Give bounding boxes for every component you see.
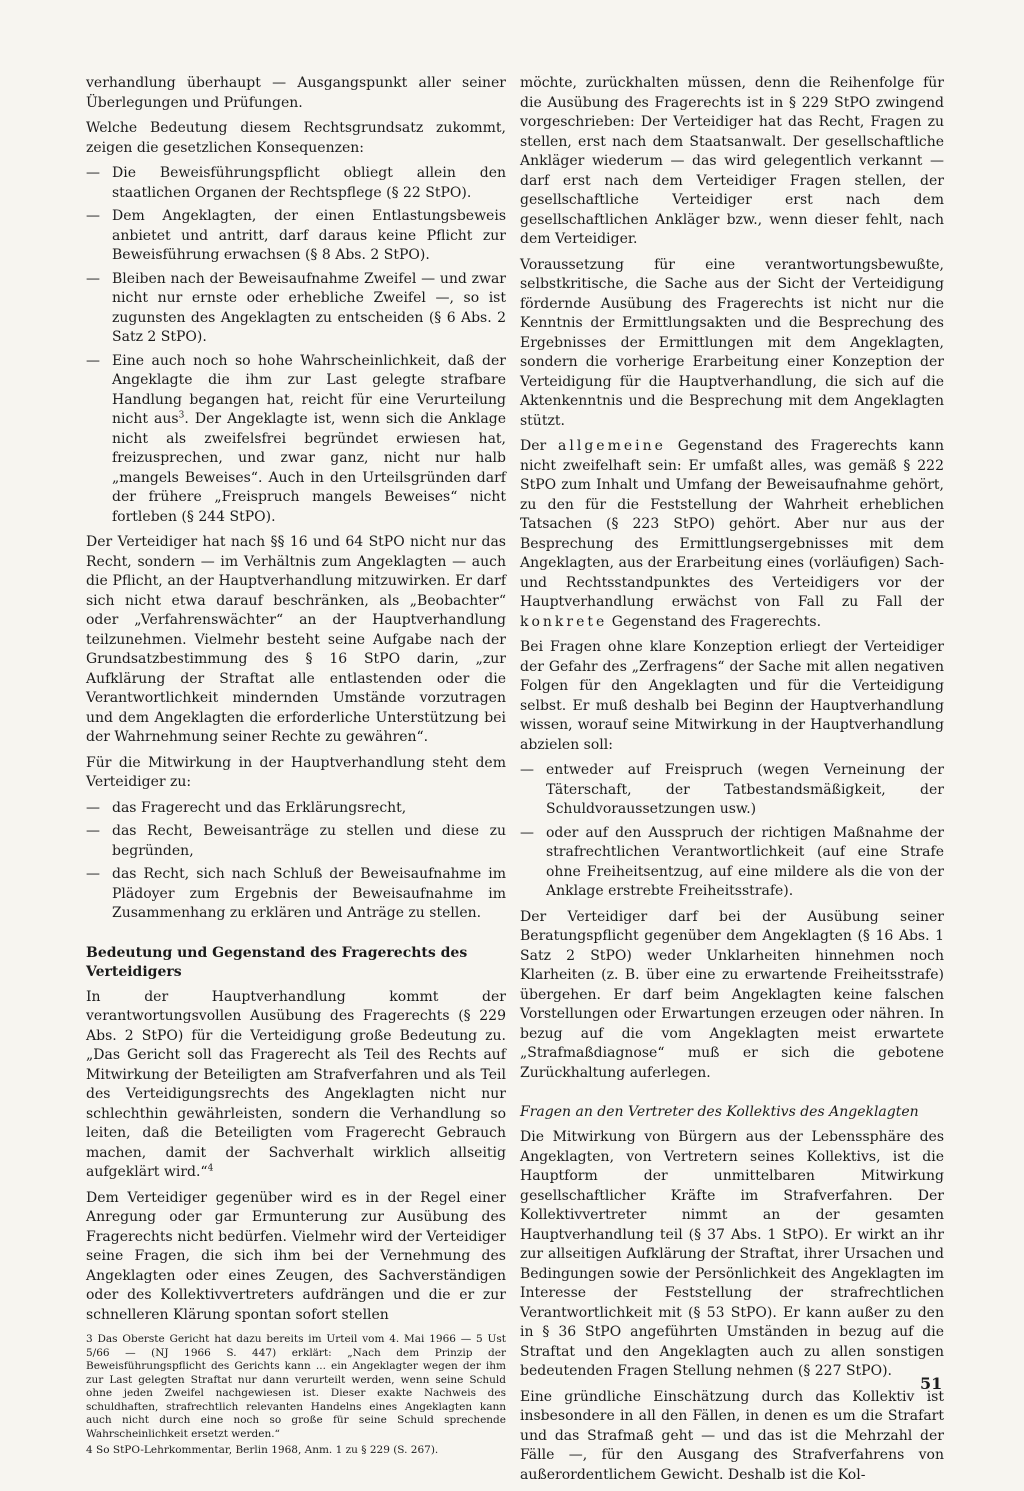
paragraph: möchte, zurückhalten müssen, denn die Reihenfolge für die Ausübung des Fragerechts ist in § 229 StPO zwingend vorgeschrieben: Der Verteidiger hat das Recht, Fragen zu stellen, erst nach dem Staatsanwalt. Der gesellschaftliche Ankläger wiederum — das wird gelegentlich verkannt — darf erst nach dem Verteidiger Fragen stellen, der gesellschaftliche Verteidiger erst nach dem gesellschaftlichen Ankläger bzw., wenn dieser fehlt, nach dem Verteidiger. bbox=[520, 75, 944, 247]
paragraph-text: Gegenstand des Fragerechts. bbox=[607, 613, 822, 630]
dash-marker: — bbox=[86, 866, 100, 882]
dash-marker: — bbox=[86, 208, 100, 224]
subsection-heading: Fragen an den Vertreter des Kollektivs des Angeklagten bbox=[520, 1104, 919, 1120]
paragraph-text: In der Hauptverhandlung kommt der verantwortungsvollen Ausübung des Fragerechts (§ 229 Abs. 2 StPO) für die Verteidigung große Bedeutung zu. „Das Gericht soll das Fragerecht als Teil des Rechts auf Mitwirkung der Beteiligten am Strafverfahren und als Teil des Verteidigungsrechts des Angeklagten nicht nur schlechthin gewährleisten, sondern die Verhandlung so leiten, daß die Beteiligten vom Fragerecht Gebrauch machen, damit der Sachverhalt wirklich allseitig aufgeklärt wird.“ bbox=[86, 988, 506, 1180]
list-item bbox=[86, 164, 506, 203]
emphasized-word: konkrete bbox=[520, 613, 608, 630]
section-heading: Bedeutung und Gegenstand des Fragerechts des Verteidigers bbox=[86, 944, 468, 980]
dash-marker: — bbox=[86, 352, 100, 369]
list-item bbox=[86, 799, 506, 819]
footnote-ref[interactable]: 4 bbox=[207, 1163, 214, 1174]
list-item bbox=[520, 761, 944, 820]
paragraph: Dem Verteidiger gegenüber wird es in der Regel einer Anregung oder gar Ermunterung zur Ausübung des Fragerechts nicht bedürfen. Vielmehr wird der Verteidiger seine Fragen, die sich ihm bei der Vernehmung des Angeklagten oder eines Zeugen, des Sachverständigen oder des Kollektivvertreters aufdrängen und die er zur schnelleren Klärung spontan sofort stellen bbox=[86, 1189, 506, 1323]
list-item-text: Dem Angeklagten, der einen Entlastungsbeweis anbietet und antritt, darf daraus keine Pflicht zur Beweisführung erwachsen (§ 8 Abs. 2 StPO). bbox=[112, 208, 506, 263]
footnote-3: 3 Das Oberste Gericht hat dazu bereits im Urteil vom 4. Mai 1966 — 5 Ust 5/66 — (NJ 1966 S. 447) erklärt: „Nach dem Prinzip der Beweisführungspflicht des Gerichts kann ... ein Angeklagter wegen der ihm zur Last gelegten Straftat nur dann verurteilt werden, wenn seine Schuld ohne jeden Zweifel nachgewiesen ist. Dieser exakte Nachweis des schuldhaften, strafrechtlich relevanten Handelns eines Angeklagten kann auch nicht durch eine noch so große für seine Schuld sprechende Wahrscheinlichkeit ersetzt werden.“ bbox=[86, 1333, 506, 1440]
dash-marker: — bbox=[86, 823, 100, 839]
paragraph: Die Mitwirkung von Bürgern aus der Lebenssphäre des Angeklagten, von Vertretern seines Kollektivs, ist die Hauptform der unmittelbaren Mitwirkung gesellschaftlicher Kräfte im Strafverfahren. Der Kollektivvertreter nimmt an der gesamten Hauptverhandlung teil (§ 37 Abs. 1 StPO). Er wirkt an ihr zur allseitigen Aufklärung der Straftat, ihrer Ursachen und Bedingungen sowie der Persönlichkeit des Angeklagten im Interesse der Feststellung der strafrechtlichen Verantwortlichkeit mit (§ 53 StPO). Er kann außer zu den in § 36 StPO angeführten Umständen in bezug auf die Straftat und den Angeklagten auch zu allen sonstigen bedeutenden Fragen Stellung nehmen (§ 227 StPO). bbox=[520, 1129, 944, 1379]
paragraph: Eine gründliche Einschätzung durch das Kollektiv ist insbesondere in all den Fällen, in denen es um die Strafart und das Strafmaß geht — und das ist die Mehrzahl der Fälle —, für den Ausgang des Strafverfahrens von außerordentlichem Gewicht. Deshalb ist die Kol- bbox=[520, 1388, 944, 1483]
page-number: 51 bbox=[920, 1374, 943, 1393]
dash-marker: — bbox=[520, 762, 534, 778]
list-item-text: Eine auch noch so hohe Wahrscheinlichkeit, daß der Angeklagte die ihm zur Last gelegte strafbare Handlung begangen hat, reicht für eine Verurteilung nicht aus bbox=[112, 352, 506, 427]
paragraph: Der Verteidiger hat nach §§ 16 und 64 StPO nicht nur das Recht, sondern — im Verhältnis zum Angeklagten — auch die Pflicht, an der Hauptverhandlung mitzuwirken. Er darf sich nicht etwa darauf beschränken, als „Beobachter“ oder „Verfahrenswächter“ an der Hauptverhandlung teilzunehmen. Vielmehr besteht seine Aufgabe nach der Grundsatzbestimmung des § 16 StPO darin, „zur Aufklärung der Straftat alle entlastenden oder die Verantwortlichkeit mindernden Umstände vorzutragen und dem Angeklagten die erforderliche Unterstützung bei der Wahrnehmung seiner Rechte zu gewähren“. bbox=[86, 534, 506, 745]
dash-marker: — bbox=[520, 824, 534, 841]
list-item-text: das Recht, sich nach Schluß der Beweisaufnahme im Plädoyer zum Ergebnis der Beweisaufnahme im Zusammenhang zu erklären und Anträge zu stellen. bbox=[112, 866, 506, 921]
right-column bbox=[520, 74, 944, 1491]
list-item-text: das Recht, Beweisanträge zu stellen und diese zu begründen, bbox=[112, 823, 506, 859]
list-item-text: . Der Angeklagte ist, wenn sich die Anklage nicht als zweifelsfrei begründet erwiesen hat, freizusprechen, und zwar ganz, nicht nur halb „mangels Beweises“. Auch in den Urteilsgründen darf der frühere „Freispruch mangels Beweises“ nicht fortleben (§ 244 StPO). bbox=[112, 411, 507, 525]
footnotes bbox=[86, 1333, 506, 1458]
footnote-4: 4 So StPO-Lehrkommentar, Berlin 1968, Anm. 1 zu § 229 (S. 267). bbox=[86, 1444, 439, 1456]
list-item bbox=[86, 865, 506, 924]
paragraph: Voraussetzung für eine verantwortungsbewußte, selbstkritische, die Sache aus der Sicht der Verteidigung fördernde Ausübung des Fragerechts ist nicht nur die Kenntnis der Ermittlungsakten und die Besprechung des Ergebnisses der Ermittlungen mit dem Angeklagten, sondern die vorherige Erarbeitung einer Konzeption der Verteidigung für die Hauptverhandlung, die sich auf die Aktenkenntnis und die Besprechung mit dem Angeklagten stützt. bbox=[520, 256, 944, 429]
list-item-text: entweder auf Freispruch (wegen Verneinung der Täterschaft, der Tatbestandsmäßigkeit, der Schuldvoraussetzungen usw.) bbox=[546, 762, 944, 817]
paragraph: verhandlung überhaupt — Ausgangspunkt aller seiner Überlegungen und Prüfungen. bbox=[86, 75, 506, 111]
paragraph: Der Verteidiger darf bei der Ausübung seiner Beratungspflicht gegenüber dem Angeklagten (§ 16 Abs. 1 Satz 2 StPO) weder Unklarheiten hinnehmen noch Klarheiten (z. B. über eine zu erwartende Freiheitsstrafe) übergehen. Er darf beim Angeklagten keine falschen Vorstellungen oder Erwartungen erzeugen oder nähren. In bezug auf die vom Angeklagten meist erwartete „Strafmaßdiagnose“ muß er sich die gebotene Zurückhaltung auferlegen. bbox=[520, 908, 944, 1081]
paragraph: Welche Bedeutung diesem Rechtsgrundsatz zukommt, zeigen die gesetzlichen Konsequenzen: bbox=[86, 120, 506, 156]
footnote-ref[interactable]: 3 bbox=[178, 410, 185, 421]
list-item-text: das Fragerecht und das Erklärungsrecht, bbox=[112, 799, 407, 816]
paragraph bbox=[86, 988, 506, 1183]
dash-marker: — bbox=[86, 799, 100, 816]
list-item-text: Die Beweisführungspflicht obliegt allein den staatlichen Organen der Rechtspflege (§ 22 StPO). bbox=[112, 165, 506, 201]
paragraph: Für die Mitwirkung in der Hauptverhandlung steht dem Verteidiger zu: bbox=[86, 754, 506, 790]
left-column bbox=[86, 74, 506, 1461]
paragraph: Bei Fragen ohne klare Konzeption erliegt der Verteidiger der Gefahr des „Zerfragens“ der Sache mit allen negativen Folgen für den Angeklagten und für die Verteidigung selbst. Er muß deshalb bei Beginn der Hauptverhandlung wissen, worauf seine Mitwirkung in der Hauptverhandlung abzielen soll: bbox=[520, 639, 944, 753]
list-item bbox=[86, 352, 506, 528]
paragraph bbox=[520, 437, 944, 632]
dash-marker: — bbox=[86, 270, 100, 287]
list-item bbox=[86, 822, 506, 861]
list-item bbox=[86, 270, 506, 348]
list-item-text: Bleiben nach der Beweisaufnahme Zweifel — und zwar nicht nur ernste oder erhebliche Zweifel —, so ist zugunsten des Angeklagten zu entscheiden (§ 6 Abs. 2 Satz 2 StPO). bbox=[112, 270, 506, 345]
paragraph-text: Gegenstand des Fragerechts kann nicht zweifelhaft sein: Er umfaßt alles, was gemäß § 222 StPO zum Inhalt und Umfang der Beweisaufnahme gehört, zu den für die Feststellung der Wahrheit erheblichen Tatsachen (§ 223 StPO) gehört. Aber nur aus der Besprechung des Ermittlungsergebnisses mit dem Angeklagten, aus der Erarbeitung eines (vorläufigen) Sach- und Rechtsstandpunktes des Verteidigers vor der Hauptverhandlung erwächst von Fall zu Fall der bbox=[520, 438, 945, 610]
emphasized-word: allgemeine bbox=[558, 438, 666, 454]
list-item bbox=[86, 207, 506, 266]
dash-marker: — bbox=[86, 165, 100, 181]
paragraph-text: Der bbox=[520, 438, 559, 454]
list-item bbox=[520, 824, 944, 902]
list-item-text: oder auf den Ausspruch der richtigen Maßnahme der strafrechtlichen Verantwortlichkeit (auf eine Strafe ohne Freiheitsentzug, auf eine mildere als die von der Anklage erstrebte Freiheitsstrafe). bbox=[546, 824, 944, 899]
